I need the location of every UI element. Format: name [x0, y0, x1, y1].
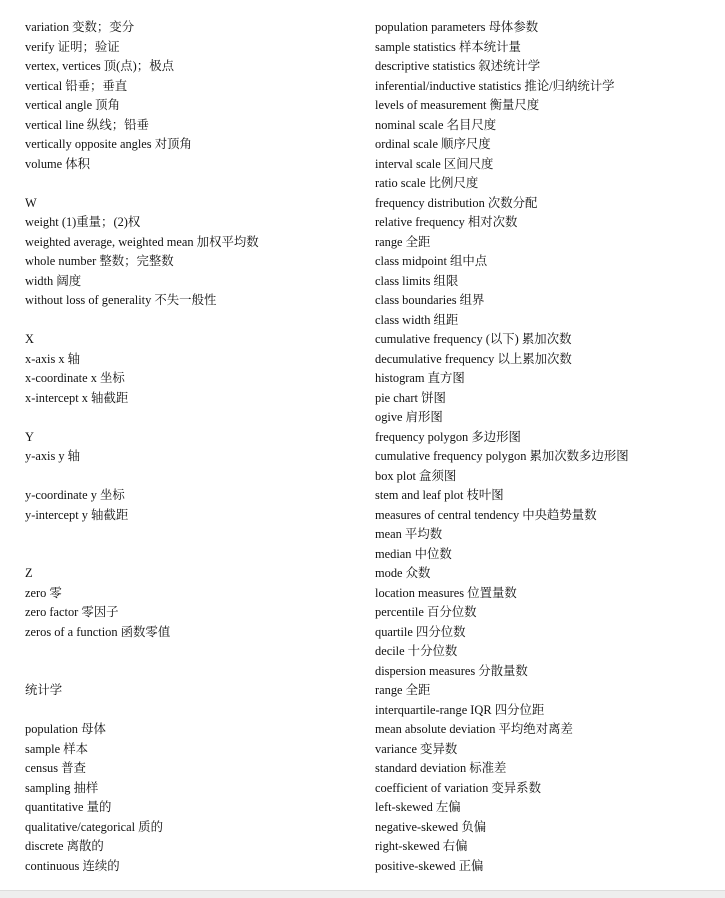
glossary-entry: discrete 离散的: [25, 839, 104, 853]
glossary-entry: histogram 直方图: [375, 371, 465, 385]
glossary-entry: Y: [25, 429, 34, 444]
blank-line: [25, 545, 345, 565]
glossary-entry: verify 证明；验证: [25, 39, 120, 54]
glossary-entry: decumulative frequency 以上累加次数: [375, 351, 572, 366]
glossary-entry: vertical angle 顶角: [25, 98, 120, 112]
glossary-entry: weight (1)重量；(2)权: [25, 215, 141, 229]
glossary-entry: frequency polygon 多边形图: [375, 429, 521, 444]
blank-line: [25, 525, 345, 545]
glossary-entry: 统计学: [25, 683, 63, 697]
glossary-entry: qualitative/categorical 质的: [25, 819, 163, 834]
glossary-entry: median 中位数: [375, 546, 452, 561]
blank-line: [25, 662, 345, 682]
blank-line: [25, 701, 345, 721]
glossary-entry: interquartile-range IQR 四分位距: [375, 702, 545, 717]
glossary-entry: volume 体积: [25, 156, 91, 171]
glossary-entry: class width 组距: [375, 312, 459, 327]
glossary-entry: variance 变异数: [375, 741, 458, 756]
glossary-entry: stem and leaf plot 枝叶图: [375, 488, 504, 502]
glossary-entry: right-skewed 右偏: [375, 839, 468, 853]
glossary-entry: class boundaries 组界: [375, 293, 485, 307]
glossary-entry: y-intercept y 轴截距: [25, 507, 129, 522]
glossary-entry: interval scale 区间尺度: [375, 156, 494, 171]
blank-line: [25, 467, 345, 487]
blank-line: [25, 174, 345, 194]
glossary-entry: without loss of generality 不失一般性: [25, 293, 217, 307]
glossary-entry: box plot 盒须图: [375, 468, 457, 483]
glossary-entry: levels of measurement 衡量尺度: [375, 98, 540, 112]
glossary-entry: weighted average, weighted mean 加权平均数: [25, 234, 259, 249]
blank-line: [25, 642, 345, 662]
glossary-entry: location measures 位置量数: [375, 585, 517, 600]
glossary-entry: variation 变数；变分: [25, 20, 135, 34]
glossary-entry: pie chart 饼图: [375, 390, 446, 405]
glossary-entry: class midpoint 组中点: [375, 254, 488, 268]
glossary-entry: y-coordinate y 坐标: [25, 488, 125, 502]
glossary-entry: zero factor 零因子: [25, 605, 119, 619]
glossary-entry: mode 众数: [375, 566, 431, 580]
glossary-entry: sampling 抽样: [25, 780, 99, 795]
glossary-entry: range 全距: [375, 234, 431, 249]
glossary-entry: relative frequency 相对次数: [375, 215, 518, 229]
glossary-entry: coefficient of variation 变异系数: [375, 780, 541, 795]
glossary-entry: cumulative frequency (以下) 累加次数: [375, 332, 572, 346]
glossary-entry: dispersion measures 分散量数: [375, 663, 528, 678]
glossary-entry: cumulative frequency polygon 累加次数多边形图: [375, 449, 629, 463]
glossary-entry: descriptive statistics 叙述统计学: [375, 59, 541, 73]
glossary-entry: vertically opposite angles 对顶角: [25, 137, 192, 151]
glossary-entry: census 普查: [25, 761, 86, 775]
glossary-entry: nominal scale 名目尺度: [375, 117, 497, 132]
glossary-entry: x-axis x 轴: [25, 351, 81, 366]
glossary-entry: frequency distribution 次数分配: [375, 195, 538, 210]
glossary-entry: whole number 整数；完整数: [25, 254, 174, 268]
glossary-entry: X: [25, 332, 34, 346]
glossary-right-column: [375, 18, 720, 876]
glossary-entry: sample statistics 样本统计量: [375, 39, 521, 54]
glossary-entry: decile 十分位数: [375, 644, 458, 658]
glossary-entry: vertex, vertices 顶(点)；极点: [25, 59, 174, 73]
glossary-entry: standard deviation 标准差: [375, 761, 507, 775]
glossary-entry: positive-skewed 正偏: [375, 858, 484, 873]
glossary-entry: percentile 百分位数: [375, 605, 477, 619]
glossary-entry: measures of central tendency 中央趋势量数: [375, 507, 597, 522]
glossary-entry: Z: [25, 566, 33, 580]
glossary-entry: mean 平均数: [375, 527, 443, 541]
glossary-entry: x-intercept x 轴截距: [25, 390, 129, 405]
glossary-entry: quartile 四分位数: [375, 624, 466, 639]
glossary-entry: mean absolute deviation 平均绝对离差: [375, 722, 573, 736]
glossary-entry: negative-skewed 负偏: [375, 819, 487, 834]
glossary-entry: population 母体: [25, 722, 106, 736]
glossary-entry: vertical line 纵线；铅垂: [25, 117, 149, 132]
glossary-entry: left-skewed 左偏: [375, 800, 461, 814]
glossary-entry: vertical 铅垂；垂直: [25, 78, 128, 93]
glossary-entry: population parameters 母体参数: [375, 20, 539, 34]
glossary-entry: range 全距: [375, 683, 431, 697]
glossary-entry: zero 零: [25, 585, 62, 600]
glossary-left-column: [25, 18, 345, 876]
glossary-entry: ratio scale 比例尺度: [375, 176, 479, 190]
glossary-entry: ogive 肩形图: [375, 410, 443, 424]
glossary-entry: sample 样本: [25, 741, 88, 756]
glossary-entry: quantitative 量的: [25, 800, 112, 814]
blank-line: [25, 311, 345, 331]
glossary-entry: x-coordinate x 坐标: [25, 371, 125, 385]
glossary-entry: width 阔度: [25, 273, 82, 288]
glossary-entry: zeros of a function 函数零值: [25, 624, 171, 639]
glossary-entry: W: [25, 195, 37, 210]
blank-line: [25, 408, 345, 428]
glossary-entry: continuous 连续的: [25, 858, 120, 873]
glossary-entry: class limits 组限: [375, 273, 459, 288]
glossary-entry: inferential/inductive statistics 推论/归纳统计学: [375, 78, 615, 93]
glossary-entry: ordinal scale 顺序尺度: [375, 137, 491, 151]
glossary-entry: y-axis y 轴: [25, 449, 81, 463]
